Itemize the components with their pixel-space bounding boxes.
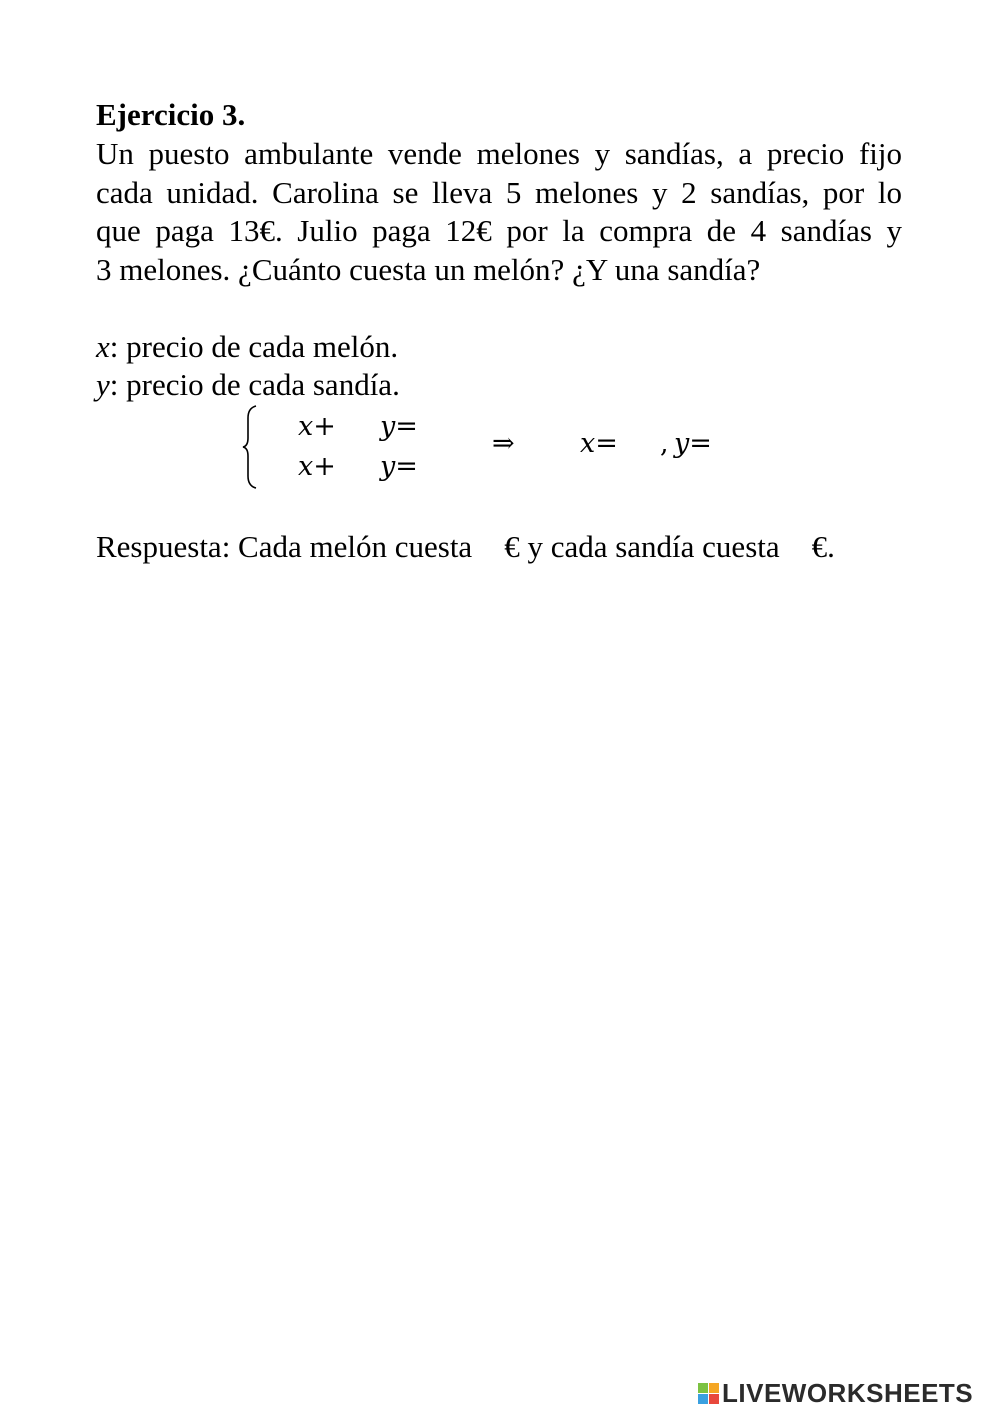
statement-line: que paga 13€. Julio paga 12€ por la compra de 4 sandías y	[96, 213, 902, 248]
variable-y: y	[96, 367, 110, 402]
statement-line: Un puesto ambulante vende melones y sandías, a precio fijo	[96, 136, 902, 171]
definition-x	[96, 328, 398, 366]
equation1-x-term: x+	[298, 411, 336, 442]
logo-text: LIVEWORKSHEETS	[722, 1377, 974, 1408]
equation1-y-term: y=	[380, 411, 418, 442]
solution-separator: ,	[660, 428, 669, 459]
definition-y	[96, 366, 400, 404]
answer-part3: €.	[811, 529, 835, 564]
answer-part2: € y cada sandía cuesta	[504, 529, 780, 564]
exercise-title: Ejercicio 3.	[96, 97, 246, 132]
statement-line: cada unidad. Carolina se lleva 5 melones y 2 sandías, por lo	[96, 174, 902, 210]
liveworksheets-logo	[698, 1378, 973, 1408]
equation2-y-term: y=	[380, 451, 418, 482]
system-brace-icon	[242, 404, 262, 490]
implies-arrow-icon: ⇒	[492, 428, 515, 459]
answer-part1: Respuesta: Cada melón cuesta	[96, 529, 473, 564]
logo-mark-icon	[698, 1383, 719, 1404]
answer-sentence	[96, 528, 835, 566]
exercise-statement	[96, 135, 902, 289]
equation2-x-term: x+	[298, 451, 336, 482]
definition-y-text: : precio de cada sandía.	[109, 367, 400, 402]
definition-x-text: : precio de cada melón.	[109, 329, 399, 364]
solution-y: y=	[674, 428, 712, 459]
statement-line: 3 melones. ¿Cuánto cuesta un melón? ¿Y una sandía?	[96, 251, 761, 287]
solution-x: x=	[580, 428, 618, 459]
variable-x: x	[96, 329, 110, 364]
